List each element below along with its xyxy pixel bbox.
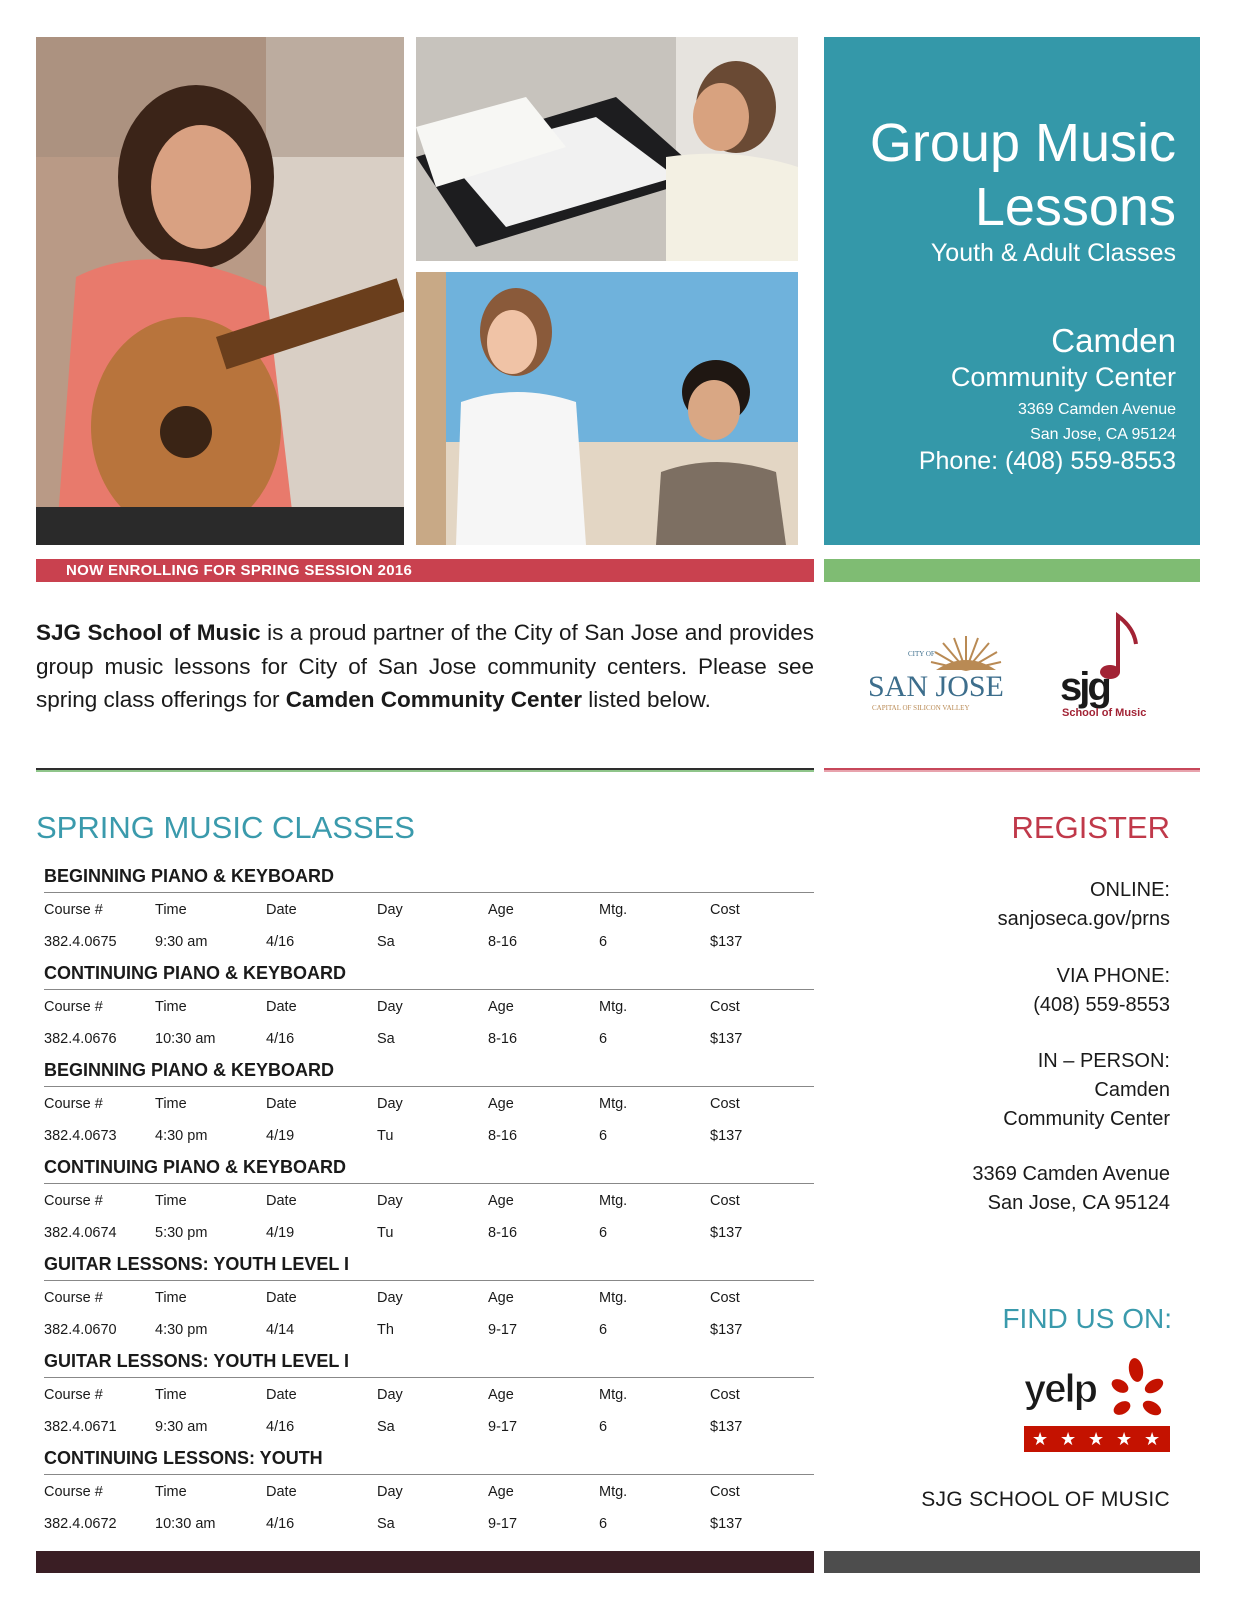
course-cost: $137 <box>710 1031 743 1047</box>
course-age: 8-16 <box>488 1225 518 1241</box>
page-title-line1: Group Music <box>869 113 1176 173</box>
course-meetings: 6 <box>599 1128 608 1144</box>
svg-text:★: ★ <box>1060 1429 1077 1450</box>
class-title: BEGINNING PIANO & KEYBOARD <box>44 866 335 886</box>
col-course: Course # <box>44 999 103 1015</box>
register-phone <box>1033 962 1170 1020</box>
col-day: Day <box>377 1096 403 1112</box>
sjg-logo-main: sjg <box>1060 665 1109 709</box>
online-link[interactable]: sanjoseca.gov/prns <box>997 908 1170 930</box>
col-day: Day <box>377 999 403 1015</box>
course-day: Tu <box>377 1128 394 1144</box>
col-cost: Cost <box>710 999 740 1015</box>
course-day: Th <box>377 1322 394 1338</box>
svg-text:★: ★ <box>1032 1429 1049 1450</box>
svg-text:★: ★ <box>1116 1429 1133 1450</box>
yelp-wordmark: yelp <box>1024 1367 1097 1411</box>
course-number: 382.4.0673 <box>44 1128 117 1144</box>
class-title: CONTINUING PIANO & KEYBOARD <box>44 1157 347 1177</box>
course-cost: $137 <box>710 1128 743 1144</box>
course-cost: $137 <box>710 1322 743 1338</box>
class-section <box>36 1254 814 1351</box>
location-type: Community Center <box>950 362 1176 392</box>
in-person-location: Camden <box>1094 1079 1170 1101</box>
class-section <box>36 1448 814 1545</box>
col-cost: Cost <box>710 902 740 918</box>
class-divider <box>44 1474 814 1475</box>
course-age: 9-17 <box>488 1516 518 1532</box>
col-course: Course # <box>44 1290 103 1306</box>
col-mtg: Mtg. <box>599 1484 628 1500</box>
course-time: 9:30 am <box>155 934 208 950</box>
city-of-san-jose-logo <box>866 630 1026 730</box>
col-day: Day <box>377 902 403 918</box>
col-course: Course # <box>44 902 103 918</box>
photo-kids-singing <box>416 272 798 545</box>
col-mtg: Mtg. <box>599 1290 628 1306</box>
title-block <box>824 37 1200 545</box>
col-date: Date <box>266 1193 297 1209</box>
col-time: Time <box>155 1484 187 1500</box>
class-section <box>36 1157 814 1254</box>
col-age: Age <box>488 1387 514 1403</box>
col-time: Time <box>155 1096 187 1112</box>
course-date: 4/14 <box>266 1322 295 1338</box>
class-title: BEGINNING PIANO & KEYBOARD <box>44 1060 335 1080</box>
class-section <box>36 1060 814 1157</box>
col-date: Date <box>266 1096 297 1112</box>
col-day: Day <box>377 1193 403 1209</box>
course-cost: $137 <box>710 1419 743 1435</box>
col-cost: Cost <box>710 1484 740 1500</box>
class-section <box>36 1351 814 1448</box>
accent-banner <box>824 559 1200 582</box>
col-time: Time <box>155 1290 187 1306</box>
course-cost: $137 <box>710 1225 743 1241</box>
class-title: CONTINUING LESSONS: YOUTH <box>44 1448 323 1468</box>
col-cost: Cost <box>710 1096 740 1112</box>
course-time: 9:30 am <box>155 1419 208 1435</box>
col-mtg: Mtg. <box>599 1387 628 1403</box>
course-day: Sa <box>377 1516 395 1532</box>
register-online <box>998 876 1170 934</box>
address-city: San Jose, CA 95124 <box>1030 426 1176 443</box>
find-us-heading: FIND US ON: <box>1002 1303 1172 1334</box>
col-age: Age <box>488 1096 514 1112</box>
course-time: 5:30 pm <box>155 1225 208 1241</box>
course-day: Sa <box>377 1031 395 1047</box>
col-date: Date <box>266 1290 297 1306</box>
course-day: Tu <box>377 1225 394 1241</box>
class-list <box>36 866 814 1545</box>
class-divider <box>44 1183 814 1184</box>
course-age: 8-16 <box>488 1128 518 1144</box>
col-course: Course # <box>44 1387 103 1403</box>
course-meetings: 6 <box>599 1322 608 1338</box>
divider-left <box>36 768 814 772</box>
sjg-logo-sub: School of Music <box>1062 707 1147 719</box>
col-age: Age <box>488 999 514 1015</box>
classes-heading: SPRING MUSIC CLASSES <box>36 810 415 845</box>
course-time: 4:30 pm <box>155 1128 208 1144</box>
course-age: 8-16 <box>488 1031 518 1047</box>
course-day: Sa <box>377 934 395 950</box>
class-divider <box>44 1280 814 1281</box>
svg-text:★: ★ <box>1088 1429 1105 1450</box>
col-age: Age <box>488 1193 514 1209</box>
col-time: Time <box>155 1387 187 1403</box>
location-name: Camden <box>1051 322 1176 359</box>
class-title: GUITAR LESSONS: YOUTH LEVEL I <box>44 1351 350 1371</box>
col-day: Day <box>377 1290 403 1306</box>
col-day: Day <box>377 1484 403 1500</box>
col-cost: Cost <box>710 1387 740 1403</box>
svg-text:★: ★ <box>1144 1429 1161 1450</box>
class-title: CONTINUING PIANO & KEYBOARD <box>44 963 347 983</box>
photo-boy-keyboard <box>416 37 798 261</box>
course-date: 4/16 <box>266 1419 295 1435</box>
col-age: Age <box>488 1290 514 1306</box>
location-phone: Phone: (408) 559-8553 <box>918 447 1176 475</box>
class-section <box>36 963 814 1060</box>
online-label: ONLINE: <box>1089 879 1170 901</box>
title-block-heading <box>870 111 1176 239</box>
divider-right <box>824 768 1200 772</box>
course-day: Sa <box>377 1419 395 1435</box>
register-heading: REGISTER <box>1011 810 1170 845</box>
col-age: Age <box>488 1484 514 1500</box>
enrolling-banner: NOW ENROLLING FOR SPRING SESSION 2016 <box>36 559 814 582</box>
in-person-label: IN – PERSON: <box>1037 1050 1170 1072</box>
intro-text-2: listed below. <box>582 687 711 712</box>
course-meetings: 6 <box>599 1419 608 1435</box>
course-date: 4/16 <box>266 1031 295 1047</box>
course-cost: $137 <box>710 1516 743 1532</box>
course-number: 382.4.0676 <box>44 1031 117 1047</box>
photo-girl-guitar <box>36 37 404 545</box>
course-number: 382.4.0674 <box>44 1225 117 1241</box>
course-meetings: 6 <box>599 1225 608 1241</box>
course-number: 382.4.0672 <box>44 1516 117 1532</box>
location-address <box>1018 397 1176 447</box>
col-cost: Cost <box>710 1193 740 1209</box>
course-date: 4/16 <box>266 934 295 950</box>
in-person-center: Community Center <box>1003 1108 1170 1130</box>
page-title-line2: Lessons <box>974 177 1176 237</box>
intro-paragraph <box>36 616 814 717</box>
course-meetings: 6 <box>599 934 608 950</box>
col-mtg: Mtg. <box>599 999 628 1015</box>
col-cost: Cost <box>710 1290 740 1306</box>
course-meetings: 6 <box>599 1516 608 1532</box>
course-number: 382.4.0670 <box>44 1322 117 1338</box>
col-course: Course # <box>44 1193 103 1209</box>
col-date: Date <box>266 1484 297 1500</box>
class-divider <box>44 892 814 893</box>
course-date: 4/19 <box>266 1225 295 1241</box>
course-cost: $137 <box>710 934 743 950</box>
intro-text-1: is a proud partner of the City of San Jose and provides group music lessons for City of San Jose community centers. Please see spring class offerings for <box>36 620 814 712</box>
sj-logo-sub: CAPITAL OF SILICON VALLEY <box>872 704 970 712</box>
page-subtitle: Youth & Adult Classes <box>930 239 1176 267</box>
yelp-logo[interactable] <box>1024 1356 1170 1456</box>
course-meetings: 6 <box>599 1031 608 1047</box>
register-city: San Jose, CA 95124 <box>987 1192 1170 1214</box>
col-mtg: Mtg. <box>599 902 628 918</box>
col-course: Course # <box>44 1484 103 1500</box>
col-age: Age <box>488 902 514 918</box>
school-name-footer: SJG SCHOOL OF MUSIC <box>921 1488 1170 1511</box>
class-divider <box>44 989 814 990</box>
course-number: 382.4.0675 <box>44 934 117 950</box>
register-address <box>972 1160 1170 1218</box>
col-date: Date <box>266 999 297 1015</box>
course-age: 8-16 <box>488 934 518 950</box>
col-course: Course # <box>44 1096 103 1112</box>
course-age: 9-17 <box>488 1419 518 1435</box>
col-mtg: Mtg. <box>599 1193 628 1209</box>
class-divider <box>44 1086 814 1087</box>
register-street: 3369 Camden Avenue <box>972 1163 1170 1185</box>
class-section <box>36 866 814 963</box>
address-street: 3369 Camden Avenue <box>1017 401 1176 418</box>
footer-bar-left <box>36 1551 814 1573</box>
intro-org-name: SJG School of Music <box>36 620 261 645</box>
course-date: 4/16 <box>266 1516 295 1532</box>
class-divider <box>44 1377 814 1378</box>
sj-logo-top: CITY OF <box>908 650 935 658</box>
col-date: Date <box>266 902 297 918</box>
sj-logo-main: SAN JOSE <box>868 670 1004 703</box>
col-time: Time <box>155 999 187 1015</box>
course-time: 10:30 am <box>155 1516 216 1532</box>
sjg-school-logo <box>1058 612 1178 730</box>
col-time: Time <box>155 902 187 918</box>
intro-center-name: Camden Community Center <box>285 687 582 712</box>
col-time: Time <box>155 1193 187 1209</box>
col-day: Day <box>377 1387 403 1403</box>
phone-number[interactable]: (408) 559-8553 <box>1033 994 1170 1016</box>
register-in-person <box>1003 1047 1170 1134</box>
footer-bar-right <box>824 1551 1200 1573</box>
phone-label: VIA PHONE: <box>1056 965 1170 987</box>
course-number: 382.4.0671 <box>44 1419 117 1435</box>
course-time: 10:30 am <box>155 1031 216 1047</box>
class-title: GUITAR LESSONS: YOUTH LEVEL I <box>44 1254 350 1274</box>
course-time: 4:30 pm <box>155 1322 208 1338</box>
course-age: 9-17 <box>488 1322 518 1338</box>
col-mtg: Mtg. <box>599 1096 628 1112</box>
course-date: 4/19 <box>266 1128 295 1144</box>
col-date: Date <box>266 1387 297 1403</box>
